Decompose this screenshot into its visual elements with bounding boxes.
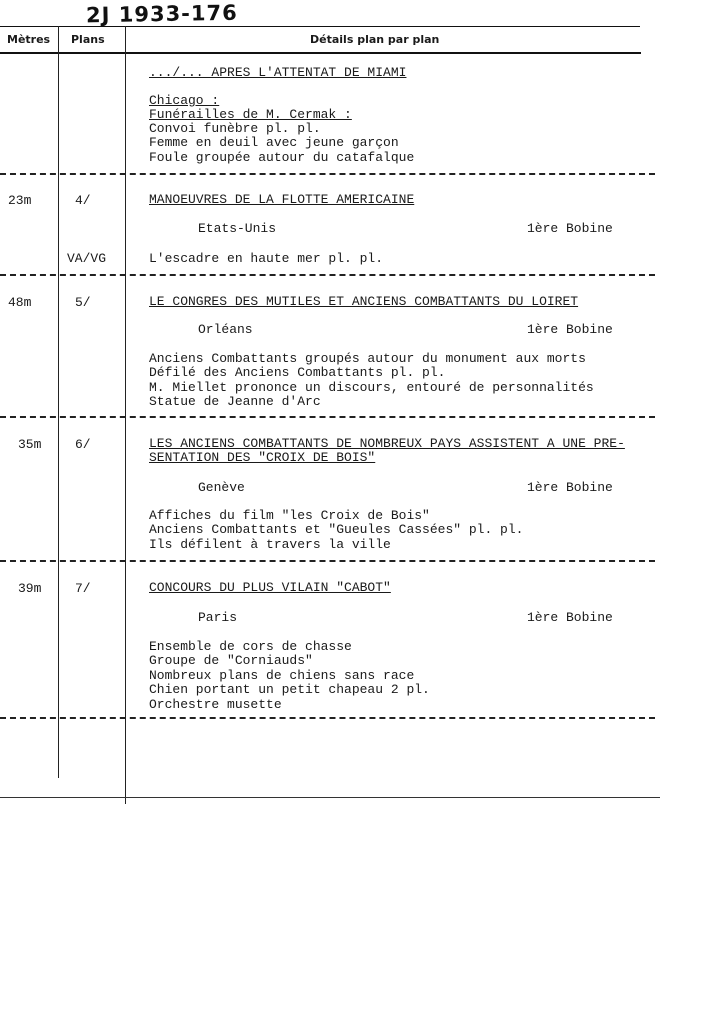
row-separator: [0, 560, 655, 562]
item-sub-plan: VA/VG: [67, 251, 107, 266]
item-place: Orléans: [198, 322, 253, 337]
item-line: Ils défilent à travers la ville: [149, 536, 391, 552]
item-line: Anciens Combattants groupés autour du monument aux morts: [149, 351, 586, 366]
item-lines: [149, 640, 430, 712]
item-line: Anciens Combattants et "Gueules Cassées" pl. pl.: [149, 522, 524, 538]
item-lines: [149, 352, 594, 410]
item-line: Chien portant un petit chapeau 2 pl.: [149, 682, 430, 698]
item-place: Paris: [198, 610, 238, 625]
column-divider-plans: [125, 26, 126, 804]
item-reel: 1ère Bobine: [527, 610, 613, 625]
item-reel: 1ère Bobine: [527, 221, 613, 236]
item-metres: 23m: [8, 193, 32, 208]
intro-place: Chicago :: [149, 93, 220, 108]
intro-lines: [149, 122, 414, 165]
item-lines: [149, 509, 523, 552]
row-separator: [0, 416, 655, 418]
item-line: Défilé des Anciens Combattants pl. pl.: [149, 365, 446, 381]
item-lines: [149, 252, 383, 266]
item-line: Affiches du film "les Croix de Bois": [149, 508, 430, 523]
row-separator: [0, 274, 655, 276]
header-details: Détails plan par plan: [310, 33, 440, 46]
row-separator: [0, 717, 655, 719]
item-reel: 1ère Bobine: [527, 480, 613, 495]
item-title: CONCOURS DU PLUS VILAIN "CABOT": [149, 580, 391, 595]
intro-line: Foule groupée autour du catafalque: [149, 149, 415, 165]
header-plans: Plans: [71, 33, 105, 46]
intro-subtitle: Funérailles de M. Cermak :: [149, 107, 352, 122]
item-reel: 1ère Bobine: [527, 322, 613, 337]
intro-line: Convoi funèbre pl. pl.: [149, 121, 321, 136]
document-reference: 2J 1933-176: [85, 0, 238, 28]
intro-line: Femme en deuil avec jeune garçon: [149, 135, 399, 151]
item-title-line2: SENTATION DES "CROIX DE BOIS": [149, 450, 376, 465]
item-metres: 35m: [18, 437, 42, 452]
item-line: M. Miellet prononce un discours, entouré de personnalités: [149, 379, 594, 395]
item-line: Groupe de "Corniauds": [149, 653, 313, 669]
item-plan: 4/: [75, 193, 91, 208]
top-rule: [0, 26, 640, 27]
item-line: Nombreux plans de chiens sans race: [149, 667, 415, 683]
item-line: L'escadre en haute mer pl. pl.: [149, 251, 384, 266]
item-plan: 7/: [75, 581, 91, 596]
intro-title: .../... APRES L'ATTENTAT DE MIAMI: [149, 65, 407, 80]
item-plan: 6/: [75, 437, 91, 452]
item-place: Etats-Unis: [198, 221, 277, 236]
item-line: Statue de Jeanne d'Arc: [149, 394, 321, 410]
item-line: Orchestre musette: [149, 696, 282, 712]
item-title: MANOEUVRES DE LA FLOTTE AMERICAINE: [149, 192, 415, 207]
item-line: Ensemble de cors de chasse: [149, 639, 352, 654]
row-separator: [0, 173, 655, 175]
item-plan: 5/: [75, 295, 91, 310]
column-divider-metres: [58, 26, 59, 778]
bottom-rule: [0, 797, 660, 798]
item-metres: 39m: [18, 581, 42, 596]
item-title-line1: LES ANCIENS COMBATTANTS DE NOMBREUX PAYS ASSISTENT A UNE PRE-: [149, 436, 625, 451]
header-metres: Mètres: [7, 33, 51, 46]
header-rule: [0, 52, 641, 54]
item-title: LE CONGRES DES MUTILES ET ANCIENS COMBATTANTS DU LOIRET: [149, 294, 579, 309]
item-metres: 48m: [8, 295, 32, 310]
item-place: Genève: [198, 480, 245, 495]
